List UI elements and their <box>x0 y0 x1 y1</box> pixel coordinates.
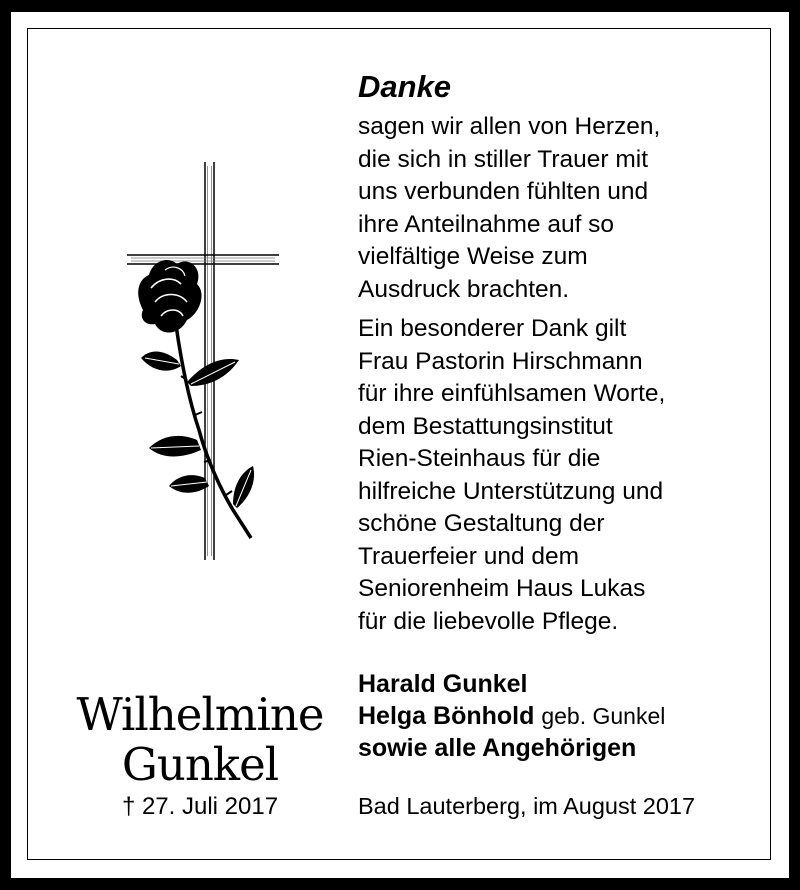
text-line: uns verbunden fühlten und <box>358 178 649 205</box>
text-line: für die liebevolle Pflege. <box>358 607 619 635</box>
signer-name: Harald Gunkel <box>358 670 528 698</box>
obituary-card <box>11 12 789 878</box>
text-line: schöne Gestaltung der <box>358 510 605 537</box>
text-line: für ihre einfühlsamen Worte, <box>358 380 666 407</box>
deceased-first-name: Wilhelmine <box>76 688 324 741</box>
text-line: sagen wir allen von Herzen, <box>358 113 661 140</box>
deceased-last-name: Gunkel <box>121 738 279 791</box>
special-thanks-paragraph <box>358 313 758 638</box>
text-line: hilfreiche Unterstützung und <box>358 477 664 505</box>
place-date: Bad Lauterberg, im August 2017 <box>358 793 696 819</box>
signer-maiden-name: geb. Gunkel <box>541 703 666 729</box>
signer-line <box>358 700 758 732</box>
deceased-name <box>59 690 341 790</box>
thanks-paragraph <box>358 111 758 306</box>
cross-with-rose-icon <box>121 160 291 570</box>
signature-block <box>358 668 758 764</box>
heading: Danke <box>358 69 452 104</box>
text-line: die sich in stiller Trauer mit <box>358 145 649 173</box>
text-line: ihre Anteilnahme auf so <box>358 210 615 238</box>
message-column <box>358 69 758 821</box>
text-line: Rien-Steinhaus für die <box>358 445 601 472</box>
text-line: Trauerfeier und dem <box>358 542 580 570</box>
text-line: Seniorenheim Haus Lukas <box>358 575 646 602</box>
text-line: vielfältige Weise zum <box>358 243 588 270</box>
text-line: Ausdruck brachten. <box>358 275 570 303</box>
rose-icon <box>138 260 254 538</box>
text-line: Frau Pastorin Hirschmann <box>358 347 643 375</box>
signer-name: Helga Bönhold <box>358 702 535 730</box>
text-line: Ein besonderer Dank gilt <box>358 315 627 342</box>
death-date: † 27. Juli 2017 <box>121 793 279 820</box>
signer-others: sowie alle Angehörigen <box>358 734 637 762</box>
text-line: dem Bestattungsinstitut <box>358 412 613 440</box>
